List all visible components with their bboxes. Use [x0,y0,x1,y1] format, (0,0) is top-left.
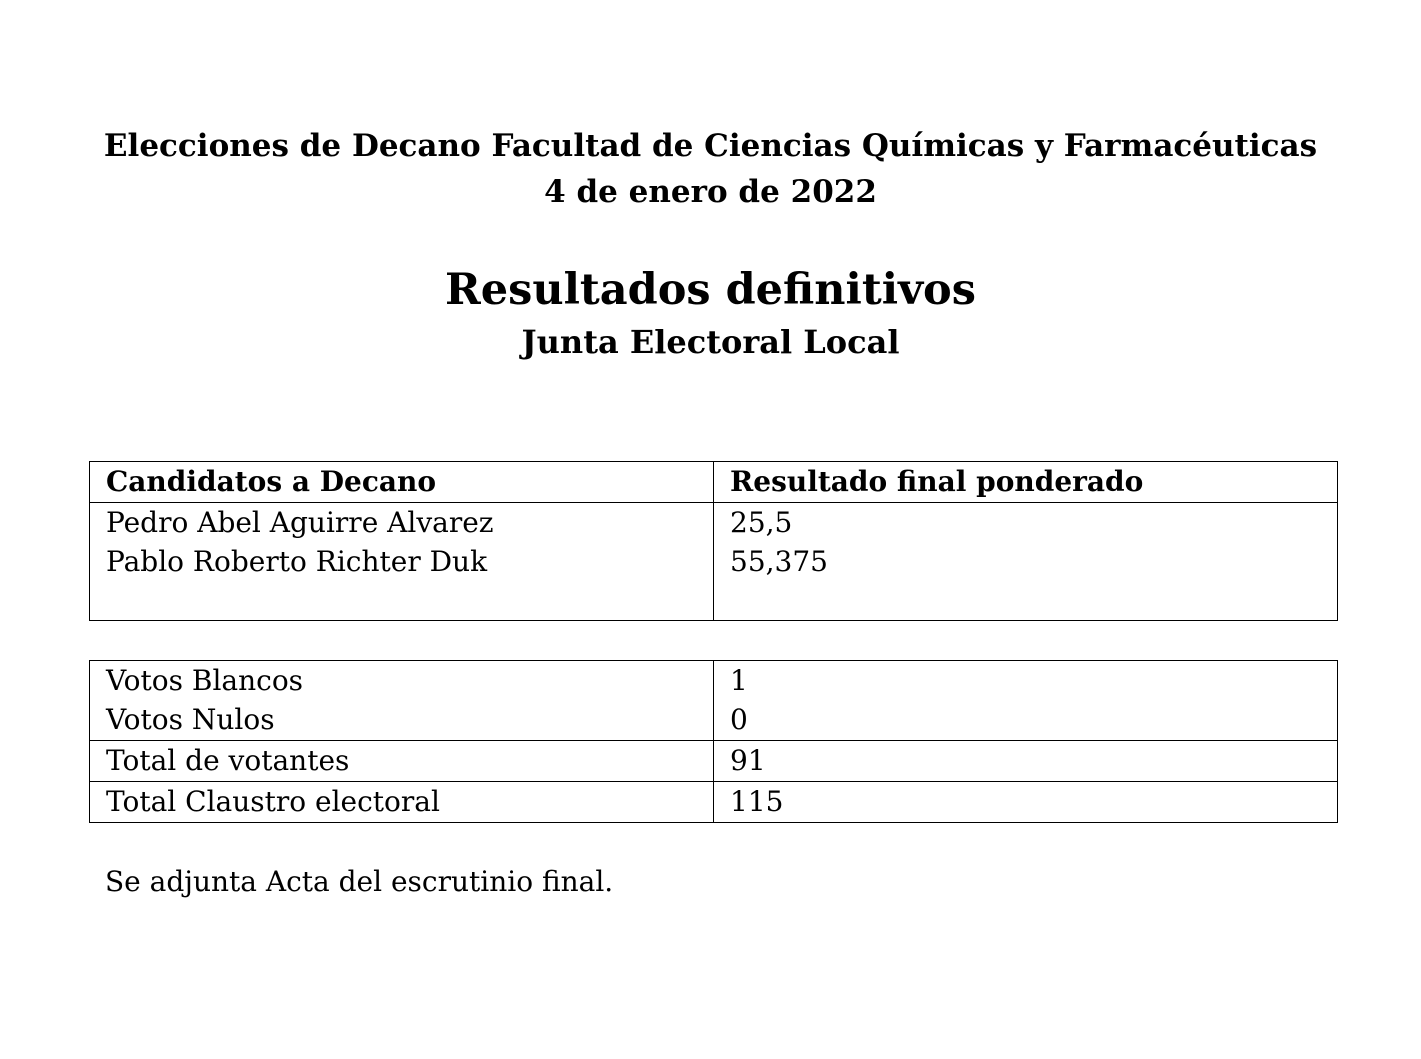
vote-labels-cell [90,661,714,741]
candidate-result: 55,375 [730,545,828,578]
blank-votes-label: Votos Blancos [106,664,304,697]
column-header-candidates: Candidatos a Decano [90,462,714,503]
election-date: 4 de enero de 2022 [544,174,877,210]
vote-values-cell [714,661,1338,741]
results-heading: Resultados definitivos [445,265,976,315]
junta-subheading: Junta Electoral Local [521,323,900,361]
candidate-names-cell [90,503,714,621]
candidate-result: 25,5 [730,506,793,539]
table-row [90,741,1338,782]
table-row [90,661,1338,741]
total-claustro-label: Total Claustro electoral [90,782,714,823]
blank-votes-value: 1 [730,664,748,697]
total-voters-value: 91 [714,741,1338,782]
candidate-name: Pedro Abel Aguirre Alvarez [106,506,494,539]
candidate-name: Pablo Roberto Richter Duk [106,545,488,578]
null-votes-label: Votos Nulos [106,703,275,736]
null-votes-value: 0 [730,703,748,736]
total-claustro-value: 115 [714,782,1338,823]
table-row [90,503,1338,621]
table-row [90,782,1338,823]
total-voters-label: Total de votantes [90,741,714,782]
candidates-table [89,461,1338,621]
candidate-results-cell [714,503,1338,621]
document-title: Elecciones de Decano Facultad de Ciencias Químicas y Farmacéuticas [103,128,1318,164]
column-header-result: Resultado final ponderado [714,462,1338,503]
footnote: Se adjunta Acta del escrutinio final. [105,865,614,898]
table-header-row [90,462,1338,503]
votes-table [89,660,1338,823]
